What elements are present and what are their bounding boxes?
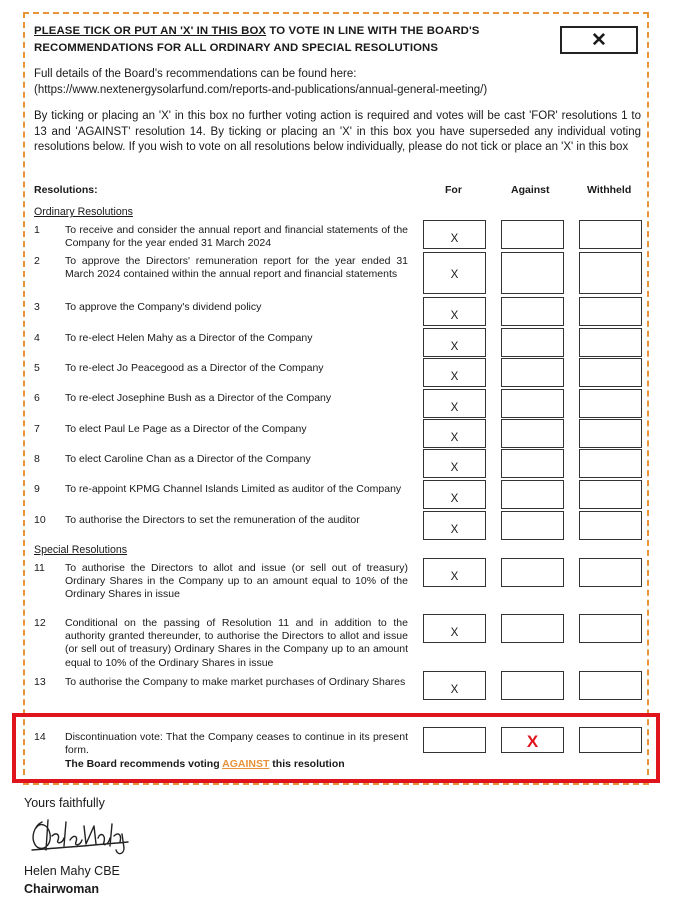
resolution-2-text: To approve the Directors' remuneration report for the year ended 31 March 2024 contained within the annual report and financial statements xyxy=(65,255,408,281)
resolution-2-withheld-box[interactable] xyxy=(579,252,642,294)
resolution-5-against-box[interactable] xyxy=(501,358,564,387)
resolution-9-withheld-box[interactable] xyxy=(579,480,642,509)
withheld-column-header: Withheld xyxy=(587,184,632,196)
resolution-9-against-box[interactable] xyxy=(501,480,564,509)
signatory-title: Chairwoman xyxy=(24,882,100,896)
resolution-14-number: 14 xyxy=(34,731,46,743)
resolution-7-text: To elect Paul Le Page as a Director of the Company xyxy=(65,423,307,435)
resolution-12-number: 12 xyxy=(34,617,46,629)
resolution-2-for-box[interactable]: X xyxy=(423,252,486,294)
resolution-4-against-box[interactable] xyxy=(501,328,564,357)
details-link: (https://www.nextenergysolarfund.com/reports-and-publications/annual-general-meeting/) xyxy=(34,84,488,96)
resolution-3-against-box[interactable] xyxy=(501,297,564,326)
resolution-4-withheld-box[interactable] xyxy=(579,328,642,357)
resolution-14-withheld-box[interactable] xyxy=(579,727,642,753)
recommendation-prefix: The Board recommends voting xyxy=(65,758,223,770)
resolution-4-number: 4 xyxy=(34,332,40,344)
resolution-1-against-box[interactable] xyxy=(501,220,564,249)
resolution-9-text: To re-appoint KPMG Channel Islands Limited as auditor of the Company xyxy=(65,483,402,495)
resolution-14-for-box[interactable] xyxy=(423,727,486,753)
resolution-6-number: 6 xyxy=(34,392,40,404)
resolution-13-text: To authorise the Company to make market purchases of Ordinary Shares xyxy=(65,676,406,688)
instructions-paragraph: By ticking or placing an 'X' in this box no further voting action is required and votes will be cast 'FOR' resolutions 1 to 13 and 'AGAINST' resolution 14. By ticking or placing an 'X' in this box you have superseded any individual voting resolutions below. If you wish to vote on all resolutions below individually, please do not tick or place an 'X' in this box xyxy=(34,110,641,153)
resolution-10-withheld-box[interactable] xyxy=(579,511,642,540)
header-line-2: RECOMMENDATIONS FOR ALL ORDINARY AND SPECIAL RESOLUTIONS xyxy=(34,42,439,54)
resolution-2-against-box[interactable] xyxy=(501,252,564,294)
recommendation-against-highlight: AGAINST xyxy=(222,758,270,770)
resolution-8-number: 8 xyxy=(34,453,40,465)
resolution-3-withheld-box[interactable] xyxy=(579,297,642,326)
resolution-13-number: 13 xyxy=(34,676,46,688)
resolution-9-for-box[interactable]: X xyxy=(423,480,486,509)
resolution-11-number: 11 xyxy=(34,562,45,574)
closing-text: Yours faithfully xyxy=(24,796,105,810)
ordinary-resolutions-title: Ordinary Resolutions xyxy=(34,206,133,218)
resolution-4-text: To re-elect Helen Mahy as a Director of the Company xyxy=(65,332,313,344)
signature-image xyxy=(26,812,136,858)
against-column-header: Against xyxy=(511,184,550,196)
resolution-1-for-box[interactable]: X xyxy=(423,220,486,249)
header-underlined-text: PLEASE TICK OR PUT AN 'X' IN THIS BOX xyxy=(34,25,267,37)
resolution-3-number: 3 xyxy=(34,301,40,313)
resolution-1-text: To receive and consider the annual report and financial statements of the Company for the year ended 31 March 2024 xyxy=(65,224,408,250)
recommendation-suffix: this resolution xyxy=(269,758,345,770)
resolution-10-text: To authorise the Directors to set the remuneration of the auditor xyxy=(65,514,360,526)
resolution-3-text: To approve the Company's dividend policy xyxy=(65,301,262,313)
resolution-13-against-box[interactable] xyxy=(501,671,564,700)
resolution-10-against-box[interactable] xyxy=(501,511,564,540)
resolution-1-withheld-box[interactable] xyxy=(579,220,642,249)
header-rest-text: TO VOTE IN LINE WITH THE BOARD'S xyxy=(266,25,480,37)
resolution-2-number: 2 xyxy=(34,255,40,267)
resolution-12-withheld-box[interactable] xyxy=(579,614,642,643)
resolution-8-withheld-box[interactable] xyxy=(579,449,642,478)
resolution-10-for-box[interactable]: X xyxy=(423,511,486,540)
resolution-13-for-box[interactable]: X xyxy=(423,671,486,700)
resolution-5-withheld-box[interactable] xyxy=(579,358,642,387)
resolution-6-for-box[interactable]: X xyxy=(423,389,486,418)
resolution-14-against-box[interactable]: X xyxy=(501,727,564,753)
resolution-8-for-box[interactable]: X xyxy=(423,449,486,478)
resolution-11-against-box[interactable] xyxy=(501,558,564,587)
resolution-9-number: 9 xyxy=(34,483,40,495)
header-line-1 xyxy=(34,23,554,39)
for-column-header: For xyxy=(445,184,462,196)
resolution-7-against-box[interactable] xyxy=(501,419,564,448)
resolution-12-against-box[interactable] xyxy=(501,614,564,643)
resolutions-column-header: Resolutions: xyxy=(34,184,98,196)
resolution-8-against-box[interactable] xyxy=(501,449,564,478)
resolution-11-text: To authorise the Directors to allot and issue (or sell out of treasury) Ordinary Shares in the Company up to an amount equal to 10% of the Ordinary Shares in issue xyxy=(65,562,408,601)
resolution-14-recommendation xyxy=(65,758,345,770)
resolution-6-against-box[interactable] xyxy=(501,389,564,418)
resolution-12-text: Conditional on the passing of Resolution 11 and in addition to the authority granted thereunder, to authorise the Directors to allot and issue (or sell out of treasury) Ordinary Shares in the Company up to an amount equal to 10% of the Ordinary Shares in issue xyxy=(65,617,408,669)
resolution-5-for-box[interactable]: X xyxy=(423,358,486,387)
resolution-7-for-box[interactable]: X xyxy=(423,419,486,448)
resolution-6-withheld-box[interactable] xyxy=(579,389,642,418)
resolution-3-for-box[interactable]: X xyxy=(423,297,486,326)
resolution-5-number: 5 xyxy=(34,362,40,374)
signatory-name: Helen Mahy CBE xyxy=(24,864,120,878)
resolution-5-text: To re-elect Jo Peacegood as a Director of the Company xyxy=(65,362,324,374)
resolution-7-withheld-box[interactable] xyxy=(579,419,642,448)
resolution-12-for-box[interactable]: X xyxy=(423,614,486,643)
resolution-11-for-box[interactable]: X xyxy=(423,558,486,587)
resolution-1-number: 1 xyxy=(34,224,40,236)
resolution-8-text: To elect Caroline Chan as a Director of the Company xyxy=(65,453,311,465)
resolution-4-for-box[interactable]: X xyxy=(423,328,486,357)
resolution-6-text: To re-elect Josephine Bush as a Director of the Company xyxy=(65,392,332,404)
resolution-10-number: 10 xyxy=(34,514,46,526)
resolution-14-text: Discontinuation vote: That the Company ceases to continue in its present form. xyxy=(65,731,408,757)
vote-all-with-board-box[interactable]: ✕ xyxy=(560,26,638,54)
details-line-1: Full details of the Board's recommendations can be found here: xyxy=(34,68,357,80)
resolution-11-withheld-box[interactable] xyxy=(579,558,642,587)
resolution-13-withheld-box[interactable] xyxy=(579,671,642,700)
special-resolutions-title: Special Resolutions xyxy=(34,544,128,556)
resolution-7-number: 7 xyxy=(34,423,40,435)
